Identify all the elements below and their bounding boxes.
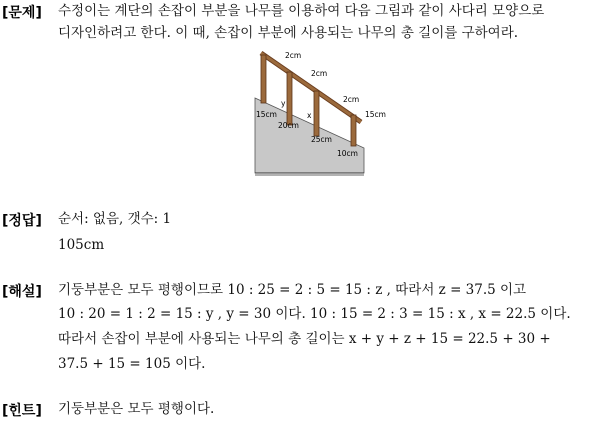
post-2 [287,72,292,125]
problem-line-1: 수정이는 계단의 손잡이 부분을 나무를 이용하여 다음 그림과 같이 사다리 모양으로 [58,3,545,19]
explanation-line-3: 따라서 손잡이 부분에 사용되는 나무의 총 길이는 x + y + z + 15 = 22.5 + 30 + [58,331,551,347]
staircase-handrail-figure [251,48,399,176]
label-top2: 2cm [311,69,328,78]
post-1 [261,55,266,103]
label-bottom3: 25cm [311,135,332,144]
post-4 [351,115,356,146]
label-post-y: y [281,99,286,108]
hint-line-1: 기둥부분은 모두 평행이다. [58,401,215,417]
explanation-line-4: 37.5 + 15 = 105 이다. [58,356,206,372]
problem-line-2: 디자인하려고 한다. 이 때, 손잡이 부분에 사용되는 나무의 총 길이를 구하여라. [58,25,519,41]
answer-line-2: 105cm [58,237,105,253]
problem-tag: [문제] [2,5,42,21]
label-side: 15cm [365,110,386,119]
label-top3: 2cm [343,95,360,104]
explanation-line-2: 10 : 20 = 1 : 2 = 15 : y , y = 30 이다. 10 : 15 = 2 : 3 = 15 : x , x = 22.5 이다. [58,306,571,322]
post-3 [314,91,319,136]
answer-line-1: 순서: 없음, 갯수: 1 [58,211,172,227]
label-bottom4: 10cm [337,149,358,158]
explanation-line-1: 기둥부분은 모두 평행이므로 10 : 25 = 2 : 5 = 15 : z , 따라서 z = 37.5 이고 [58,282,527,298]
answer-tag: [정답] [2,213,42,229]
label-top1: 2cm [285,51,302,60]
label-bottom2: 20cm [278,121,299,130]
hint-tag: [힌트] [2,403,42,419]
label-bottom1: 15cm [256,110,277,119]
label-post-x: x [307,111,312,120]
explanation-tag: [해설] [2,284,42,300]
